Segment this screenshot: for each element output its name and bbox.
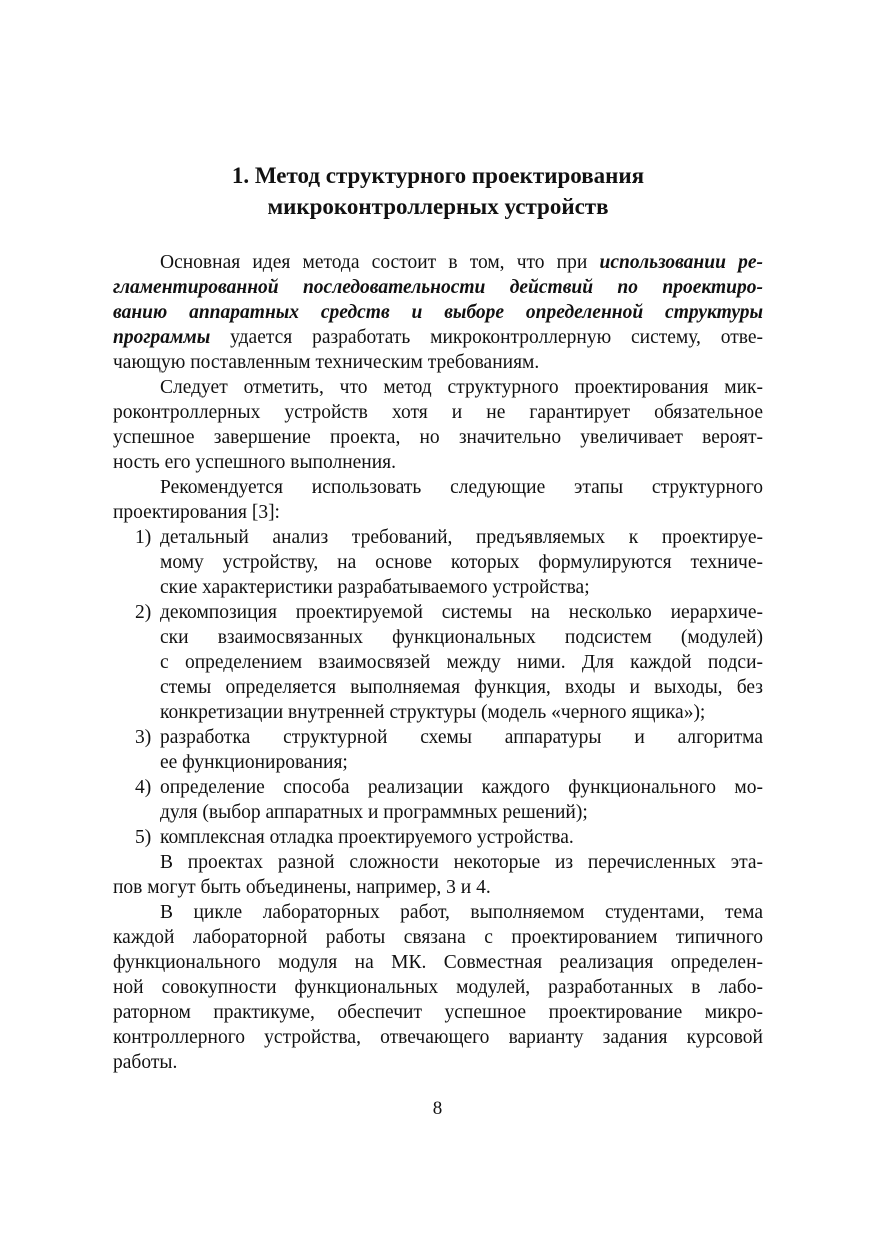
text-line: работы.	[113, 1052, 178, 1073]
list-item-number: 2)	[135, 602, 152, 623]
paragraph-lab-cycle	[113, 900, 763, 1075]
page-number: 8	[432, 1098, 443, 1119]
text-line: ность его успешного выполнения.	[113, 452, 397, 473]
text-line: раторном практикуме, обеспечит успешное проектирование микро-	[113, 1002, 763, 1023]
text-line: ские характеристики разрабатываемого устройства;	[160, 577, 590, 598]
text-run: удается разработать микроконтроллерную систему, отве-	[210, 327, 763, 348]
list-item-number: 4)	[135, 777, 152, 798]
paragraph-note	[113, 375, 763, 475]
text-line: декомпозиция проектируемой системы на несколько иерархиче-	[160, 602, 763, 623]
text-line: контроллерного устройства, отвечающего варианту задания курсовой	[113, 1027, 763, 1048]
stages-list	[113, 525, 763, 850]
text-line: каждой лабораторной работы связана с проектированием типичного	[113, 927, 763, 948]
text-line: определение способа реализации каждого функционального мо-	[160, 777, 763, 798]
list-item	[113, 775, 763, 825]
text-line: с определением взаимосвязей между ними. Для каждой подси-	[160, 652, 763, 673]
text-line: роконтроллерных устройств хотя и не гарантирует обязательное	[113, 402, 763, 423]
text-line: В проектах разной сложности некоторые из перечисленных эта-	[160, 852, 763, 873]
text-run: Основная идея метода состоит в том, что при	[160, 252, 600, 273]
text-line	[113, 300, 763, 325]
text-line: чающую поставленным техническим требованиям.	[113, 352, 540, 373]
emphasis-text: программы	[113, 327, 211, 348]
paragraph-main-idea	[113, 250, 763, 375]
text-line: Следует отметить, что метод структурного проектирования мик-	[160, 377, 763, 398]
emphasis-text: ванию аппаратных средств и выборе определенной структуры	[113, 302, 763, 323]
text-line: дуля (выбор аппаратных и программных решений);	[160, 802, 588, 823]
emphasis-text: использовании ре-	[599, 252, 763, 273]
body-text	[113, 250, 763, 1075]
text-line	[113, 250, 763, 275]
list-item	[113, 725, 763, 775]
paragraph-recommendation	[113, 475, 763, 525]
text-line: В цикле лабораторных работ, выполняемом студентами, тема	[160, 902, 763, 923]
section-title-line-2: микроконтроллерных устройств	[267, 194, 609, 219]
section-title-line-1: 1. Метод структурного проектирования	[231, 163, 645, 188]
page-content	[113, 160, 763, 1075]
text-line: ее функционирования;	[160, 752, 348, 773]
text-line: разработка структурной схемы аппаратуры и алгоритма	[160, 727, 763, 748]
paragraph-merging-stages	[113, 850, 763, 900]
list-item-number: 1)	[135, 527, 152, 548]
text-line: детальный анализ требований, предъявляемых к проектируе-	[160, 527, 763, 548]
text-line: Рекомендуется использовать следующие этапы структурного	[160, 477, 763, 498]
text-line: пов могут быть объединены, например, 3 и 4.	[113, 877, 491, 898]
list-item	[113, 825, 763, 850]
text-line: ски взаимосвязанных функциональных подсистем (модулей)	[160, 627, 763, 648]
list-item	[113, 600, 763, 725]
section-title	[113, 160, 763, 222]
text-line: функционального модуля на МК. Совместная реализация определен-	[113, 952, 763, 973]
text-line: комплексная отладка проектируемого устройства.	[160, 827, 574, 848]
list-item	[113, 525, 763, 600]
text-line: мому устройству, на основе которых формулируются техниче-	[160, 552, 763, 573]
text-line: ной совокупности функциональных модулей, разработанных в лабо-	[113, 977, 763, 998]
text-line: стемы определяется выполняемая функция, входы и выходы, без	[160, 677, 763, 698]
text-line	[113, 325, 763, 350]
emphasis-text: гламентированной последовательности действий по проектиро-	[113, 277, 763, 298]
list-item-number: 5)	[135, 827, 152, 848]
list-item-number: 3)	[135, 727, 152, 748]
text-line	[113, 275, 763, 300]
text-line: проектирования [3]:	[113, 502, 280, 523]
text-line: успешное завершение проекта, но значительно увеличивает вероят-	[113, 427, 763, 448]
text-line: конкретизации внутренней структуры (модель «черного ящика»);	[160, 702, 706, 723]
